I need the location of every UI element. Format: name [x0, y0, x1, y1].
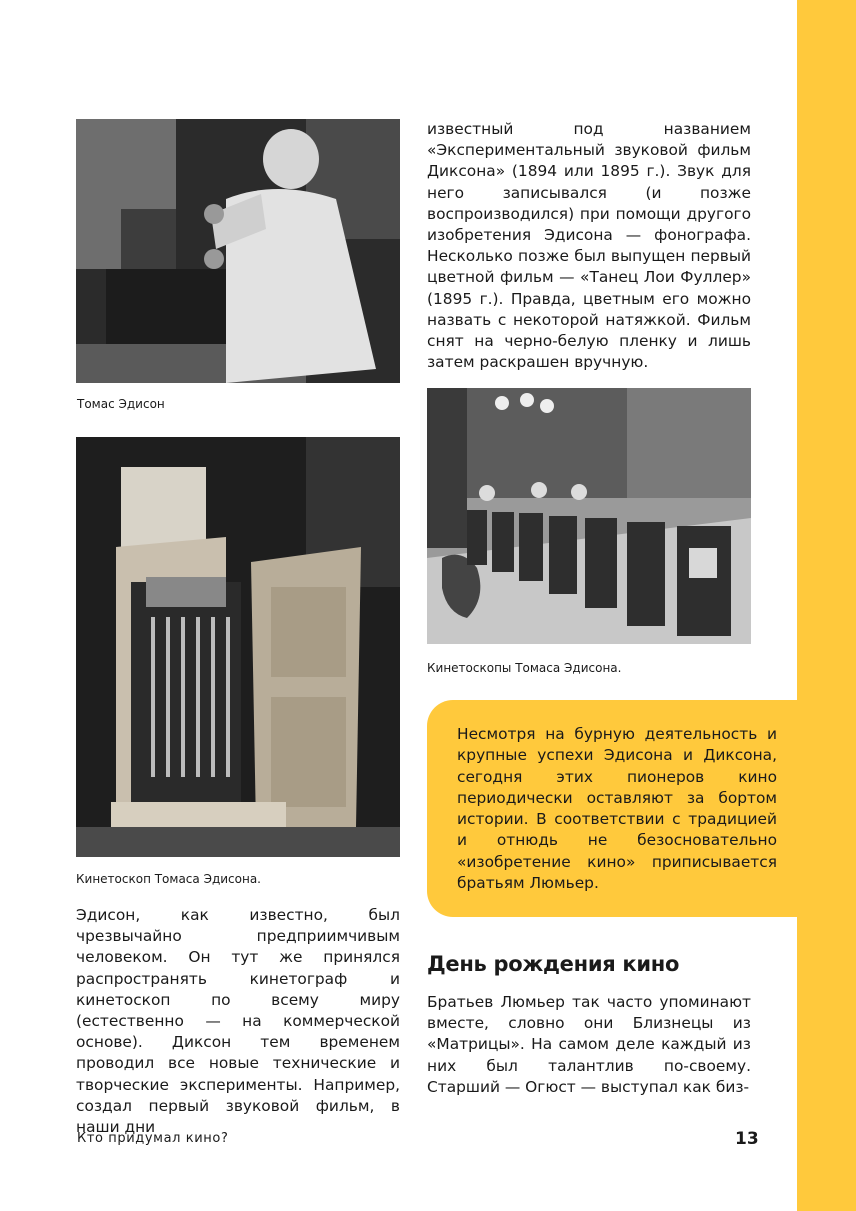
photo-thomas-edison: [76, 119, 400, 383]
paragraph-edison-enterprise: Эдисон, как известно, был чрезвычайно предприимчивым человеком. Он тут же принялся распространять кинетограф и кинетоскоп по всему миру (естественно — на коммерческой основе). Диксон тем временем проводил все новые технические и творческие эксперименты. Например, создал первый звуковой фильм, в наши дни: [76, 906, 400, 1137]
section-heading: День рождения кино: [427, 952, 680, 976]
page-number: 13: [735, 1129, 759, 1149]
footer-book-title: Кто придумал кино?: [77, 1131, 229, 1146]
caption-kinetoscope: Кинетоскоп Томаса Эдисона.: [76, 872, 261, 886]
paragraph-dickson-sound-film: известный под названием «Экспериментальный звуковой фильм Диксона» (1894 или 1895 г.). Звук для него записывался (и позже воспроизводился) при помощи другого изобретения Эдисона — фонографа. Несколько позже был выпущен первый цветной фильм — «Танец Лои Фуллер» (1895 г.). Правда, цветным его можно назвать с некоторой натяжкой. Фильм снят на черно-белую пленку и лишь затем раскрашен вручную.: [427, 120, 751, 372]
paragraph-lumiere-brothers: Братьев Люмьер так часто упоминают вместе, словно они Близнецы из «Матрицы». На самом деле каждый из них был талантлив по-своему. Старший — Огюст — выступал как биз-: [427, 993, 751, 1096]
caption-thomas-edison: Томас Эдисон: [77, 397, 165, 411]
photo-kinetoscope-parlor: [427, 388, 751, 644]
callout-text: Несмотря на бурную деятельность и крупные успехи Эдисона и Диксона, сегодня этих пионеров кино периодически оставляют за бортом истории. В соответствии с традицией и отнюдь не безосновательно «изобретение кино» приписывается братьям Люмьер.: [457, 725, 777, 893]
caption-kinetoscope-parlor: Кинетоскопы Томаса Эдисона.: [427, 661, 622, 675]
body-text-right-column-bottom: [427, 992, 751, 1098]
photo-kinetoscope: [76, 437, 400, 857]
page-edge-accent-bar: [797, 0, 856, 1211]
callout-box: [427, 700, 797, 917]
body-text-left-column: [76, 905, 400, 1138]
body-text-right-column-top: [427, 119, 751, 373]
